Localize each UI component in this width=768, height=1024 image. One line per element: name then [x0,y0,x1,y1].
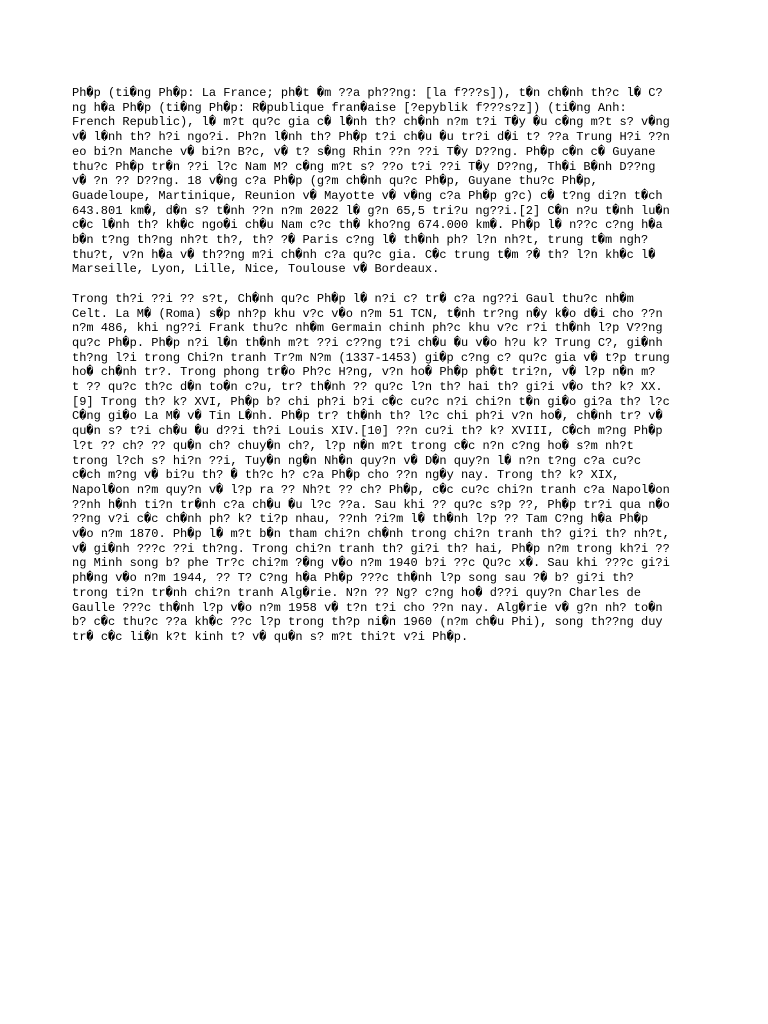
text-line: trong ti?n tr�nh chi?n tranh Alg�rie. N?n ?? Ng? c?ng ho� d??i quy?n Charles de [72,585,641,600]
paragraph-intro [72,86,700,277]
text-line: qu?c Ph�p. Ph�p n?i l�n th�nh m?t ??i c??ng t?i ch�u �u v�o h?u k? Trung C?, gi�nh [72,335,663,350]
text-line: [9] Trong th? k? XVI, Ph�p b? chi ph?i b?i c�c cu?c n?i chi?n t�n gi�o gi?a th? l?c [72,394,670,409]
text-line: th?ng l?i trong Chi?n tranh Tr?m N?m (1337-1453) gi�p c?ng c? qu?c gia v� t?p trung [72,350,670,365]
text-line: n?m 486, khi ng??i Frank thu?c nh�m Germain chinh ph?c khu v?c r?i th�nh l?p V??ng [72,321,663,336]
text-line: French Republic), l� m?t qu?c gia c� l�nh th? ch�nh n?m t?i T�y �u c�ng m?t s? v�ng [72,115,670,130]
text-line: C�ng gi�o La M� v� Tin L�nh. Ph�p tr? th�nh th? l?c chi ph?i v?n ho�, ch�nh tr? v� [72,409,663,424]
text-line: Ph�p (ti�ng Ph�p: La France; ph�t �m ??a ph??ng: [la f???s]), t�n ch�nh th?c l� C? [72,86,663,100]
text-line: tr� c�c li�n k?t kinh t? v� qu�n s? m?t thi?t v?i Ph�p. [72,630,469,644]
text-line: b? c�c thu?c ??a kh�c ??c l?p trong th?p ni�n 1960 (n?m ch�u Phi), song th??ng duy [72,615,663,630]
text-line: eo bi?n Manche v� bi?n B?c, v� t? s�ng Rhin ??n ??i T�y D??ng. Ph�p c�n c� Guyane [72,144,656,159]
text-line: Celt. La M� (Roma) s�p nh?p khu v?c v�o n?m 51 TCN, t�nh tr?ng n�y k�o d�i cho ??n [72,306,663,321]
text-line: Trong th?i ??i ?? s?t, Ch�nh qu?c Ph�p l� n?i c? tr� c?a ng??i Gaul thu?c nh�m [72,291,634,306]
text-line: c�ch m?ng v� bi?u th? � th?c h? c?a Ph�p cho ??n ng�y nay. Trong th? k? XIX, [72,468,620,483]
text-line: v� l�nh th? h?i ngo?i. Ph?n l�nh th? Ph�p t?i ch�u �u tr?i d�i t? ??a Trung H?i ??n [72,130,670,145]
text-line: l?t ?? ch? ?? qu�n ch? chuy�n ch?, l?p n�n m?t trong c�c n?n c?ng ho� s?m nh?t [72,438,634,453]
text-line: b�n t?ng th?ng nh?t th?, th? ?� Paris c?ng l� th�nh ph? l?n nh?t, trung t�m ngh? [72,233,649,248]
text-line: Napol�on n?m quy?n v� l?p ra ?? Nh?t ?? ch? Ph�p, c�c cu?c chi?n tranh c?a Napol�on [72,482,670,497]
text-line: v� gi�nh ???c ??i th?ng. Trong chi?n tranh th? gi?i th? hai, Ph�p n?m trong kh?i ?? [72,541,670,556]
text-line: Marseille, Lyon, Lille, Nice, Toulouse v� Bordeaux. [72,262,440,277]
paragraph-history [72,292,700,645]
text-line: 643.801 km�, d�n s? t�nh ??n n?m 2022 l� g?n 65,5 tri?u ng??i.[2] C�n n?u t�nh lu�n [72,203,670,218]
text-line: v�o n?m 1870. Ph�p l� m?t b�n tham chi?n ch�nh trong chi?n tranh th? gi?i th? nh?t, [72,527,670,542]
text-line: thu?c Ph�p tr�n ??i l?c Nam M? c�ng m?t s? ??o t?i ??i T�y D??ng, Th�i B�nh D??ng [72,159,656,174]
text-line: ng Minh song b? phe Tr?c chi?m ?�ng v�o n?m 1940 b?i ??c Qu?c x�. Sau khi ???c gi?i [72,556,670,571]
text-line: qu�n s? t?i ch�u �u d??i th?i Louis XIV.[10] ??n cu?i th? k? XVIII, C�ch m?ng Ph�p [72,424,663,439]
text-line: t ?? qu?c th?c d�n to�n c?u, tr? th�nh ?? qu?c l?n th? hai th? gi?i v�o th? k? XX. [72,380,663,395]
text-line: ??ng v?i c�c ch�nh ph? k? ti?p nhau, ??nh ?i?m l� th�nh l?p ?? Tam C?ng h�a Ph�p [72,512,649,527]
text-line: ho� ch�nh tr?. Trong phong tr�o Ph?c H?ng, v?n ho� Ph�p ph�t tri?n, v� l?p n�n m? [72,365,656,380]
text-line: c�c l�nh th? kh�c ngo�i ch�u Nam c?c th� kho?ng 674.000 km�. Ph�p l� n??c c?ng h�a [72,218,663,233]
text-line: Guadeloupe, Martinique, Reunion v� Mayotte v� v�ng c?a Ph�p g?c) c� t?ng di?n t�ch [72,188,663,203]
text-line: v� ?n ?? D??ng. 18 v�ng c?a Ph�p (g?m ch�nh qu?c Ph�p, Guyane thu?c Ph�p, [72,174,598,189]
document-page [72,86,700,645]
text-line: ph�ng v�o n?m 1944, ?? T? C?ng h�a Ph�p ???c th�nh l?p song sau ?� b? gi?i th? [72,571,634,586]
text-line: Gaulle ???c th�nh l?p v�o n?m 1958 v� t?n t?i cho ??n nay. Alg�rie v� g?n nh? to�n [72,600,663,615]
text-line: trong l?ch s? hi?n ??i, Tuy�n ng�n Nh�n quy?n v� D�n quy?n l� n?n t?ng c?a cu?c [72,453,642,468]
text-line: ng h�a Ph�p (ti�ng Ph�p: R�publique fran�aise [?epyblik f???s?z]) (ti�ng Anh: [72,100,627,115]
text-line: ??nh h�nh ti?n tr�nh c?a ch�u �u l?c ??a. Sau khi ?? qu?c s?p ??, Ph�p tr?i qua n�o [72,497,670,512]
text-line: thu?t, v?n h�a v� th??ng m?i ch�nh c?a qu?c gia. C�c trung t�m ?� th? l?n kh�c l� [72,247,656,262]
